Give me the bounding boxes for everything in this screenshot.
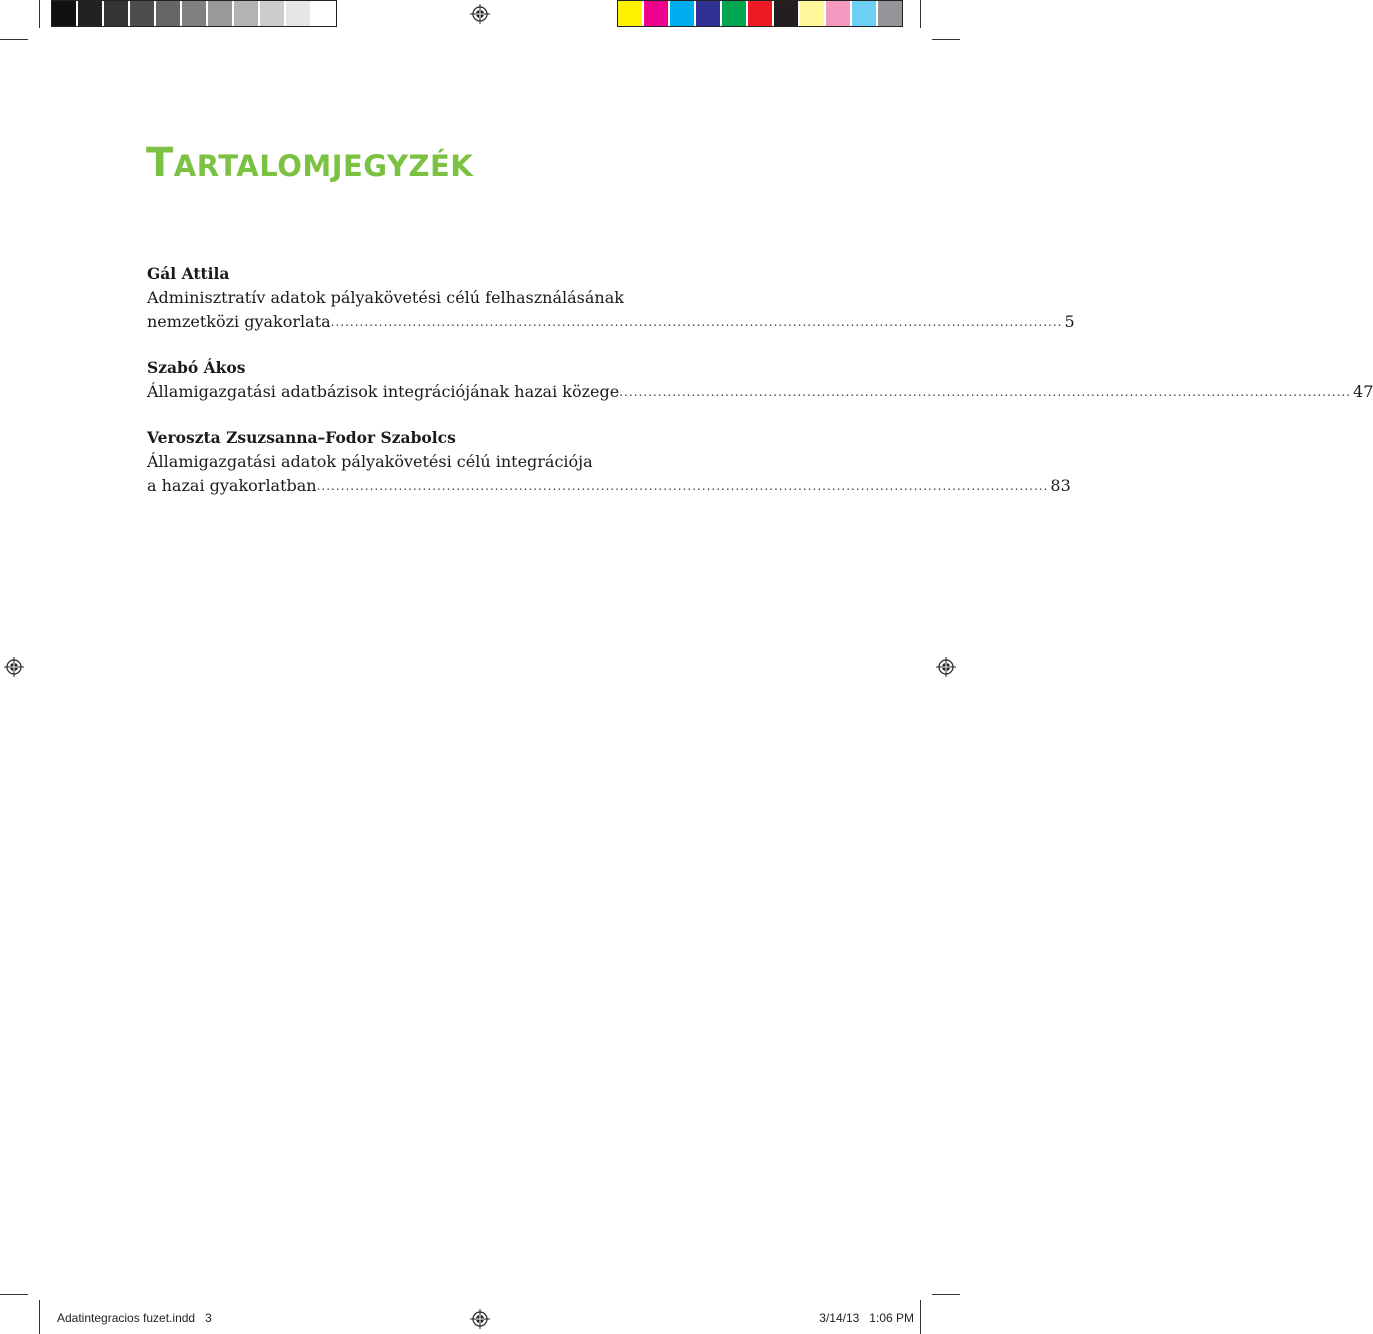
color-swatch: [748, 1, 774, 26]
toc-title-last-line: [147, 474, 1071, 498]
gray-swatch: [208, 1, 234, 26]
toc-title-line: a hazai gyakorlatban: [147, 476, 317, 495]
toc-entry[interactable]: [147, 426, 1071, 498]
toc-title-line: Adminisztratív adatok pályakövetési célú felhasználásának: [147, 288, 624, 307]
color-swatch: [852, 1, 878, 26]
gray-swatch: [78, 1, 104, 26]
toc-title-line: nemzetközi gyakorlata: [147, 312, 331, 331]
color-swatch: [826, 1, 852, 26]
toc-title-line: Államigazgatási adatok pályakövetési célú integrációja: [147, 452, 593, 471]
toc-author: Gál Attila: [147, 264, 230, 283]
dot-leader: ........................................................................................................................................................: [619, 385, 1352, 399]
gray-swatch: [52, 1, 78, 26]
color-swatch: [722, 1, 748, 26]
color-swatch: [878, 1, 902, 26]
slug-filename: Adatintegracios fuzet.indd 3: [57, 1311, 212, 1325]
toc-page-number: 83: [1050, 476, 1071, 495]
toc-author: Szabó Ákos: [147, 358, 246, 377]
title-rest: ARTALOMJEGYZÉK: [173, 149, 474, 183]
toc-entry[interactable]: [147, 262, 1075, 334]
color-swatch: [774, 1, 800, 26]
color-swatch: [696, 1, 722, 26]
title-initial: T: [146, 140, 174, 186]
gray-swatch: [130, 1, 156, 26]
gray-swatch: [312, 1, 336, 26]
color-swatch: [644, 1, 670, 26]
slug-datetime: 3/14/13 1:06 PM: [819, 1311, 914, 1325]
registration-mark-icon: [936, 657, 956, 677]
table-of-contents: [147, 262, 1373, 520]
dot-leader: ........................................................................................................................................................: [330, 315, 1063, 329]
toc-title-line: Államigazgatási adatbázisok integrációjának hazai közege: [147, 382, 620, 401]
gray-swatch: [156, 1, 182, 26]
process-color-bar: [617, 0, 903, 27]
crop-mark: [39, 0, 40, 28]
gray-swatch: [182, 1, 208, 26]
toc-author: Veroszta Zsuzsanna–Fodor Szabolcs: [147, 428, 456, 447]
slug-frame-line: [39, 1300, 40, 1334]
registration-mark-icon: [4, 657, 24, 677]
registration-mark-icon: [470, 4, 490, 24]
crop-mark: [932, 1294, 960, 1295]
color-swatch: [618, 1, 644, 26]
gray-swatch: [234, 1, 260, 26]
grayscale-color-bar: [51, 0, 337, 27]
toc-entry[interactable]: [147, 356, 1373, 404]
crop-mark: [932, 39, 960, 40]
gray-swatch: [104, 1, 130, 26]
registration-mark-icon: [470, 1309, 490, 1329]
gray-swatch: [286, 1, 312, 26]
toc-page-number: 47: [1353, 382, 1373, 401]
toc-page-number: 5: [1064, 312, 1075, 331]
color-swatch: [800, 1, 826, 26]
slug-frame-line: [920, 1300, 921, 1334]
crop-mark: [0, 39, 28, 40]
crop-mark: [0, 1294, 28, 1295]
dot-leader: ........................................................................................................................................................: [316, 479, 1049, 493]
gray-swatch: [260, 1, 286, 26]
toc-title-last-line: [147, 380, 1373, 404]
color-swatch: [670, 1, 696, 26]
page-title: [146, 140, 473, 186]
crop-mark: [920, 0, 921, 28]
toc-title-last-line: [147, 310, 1075, 334]
